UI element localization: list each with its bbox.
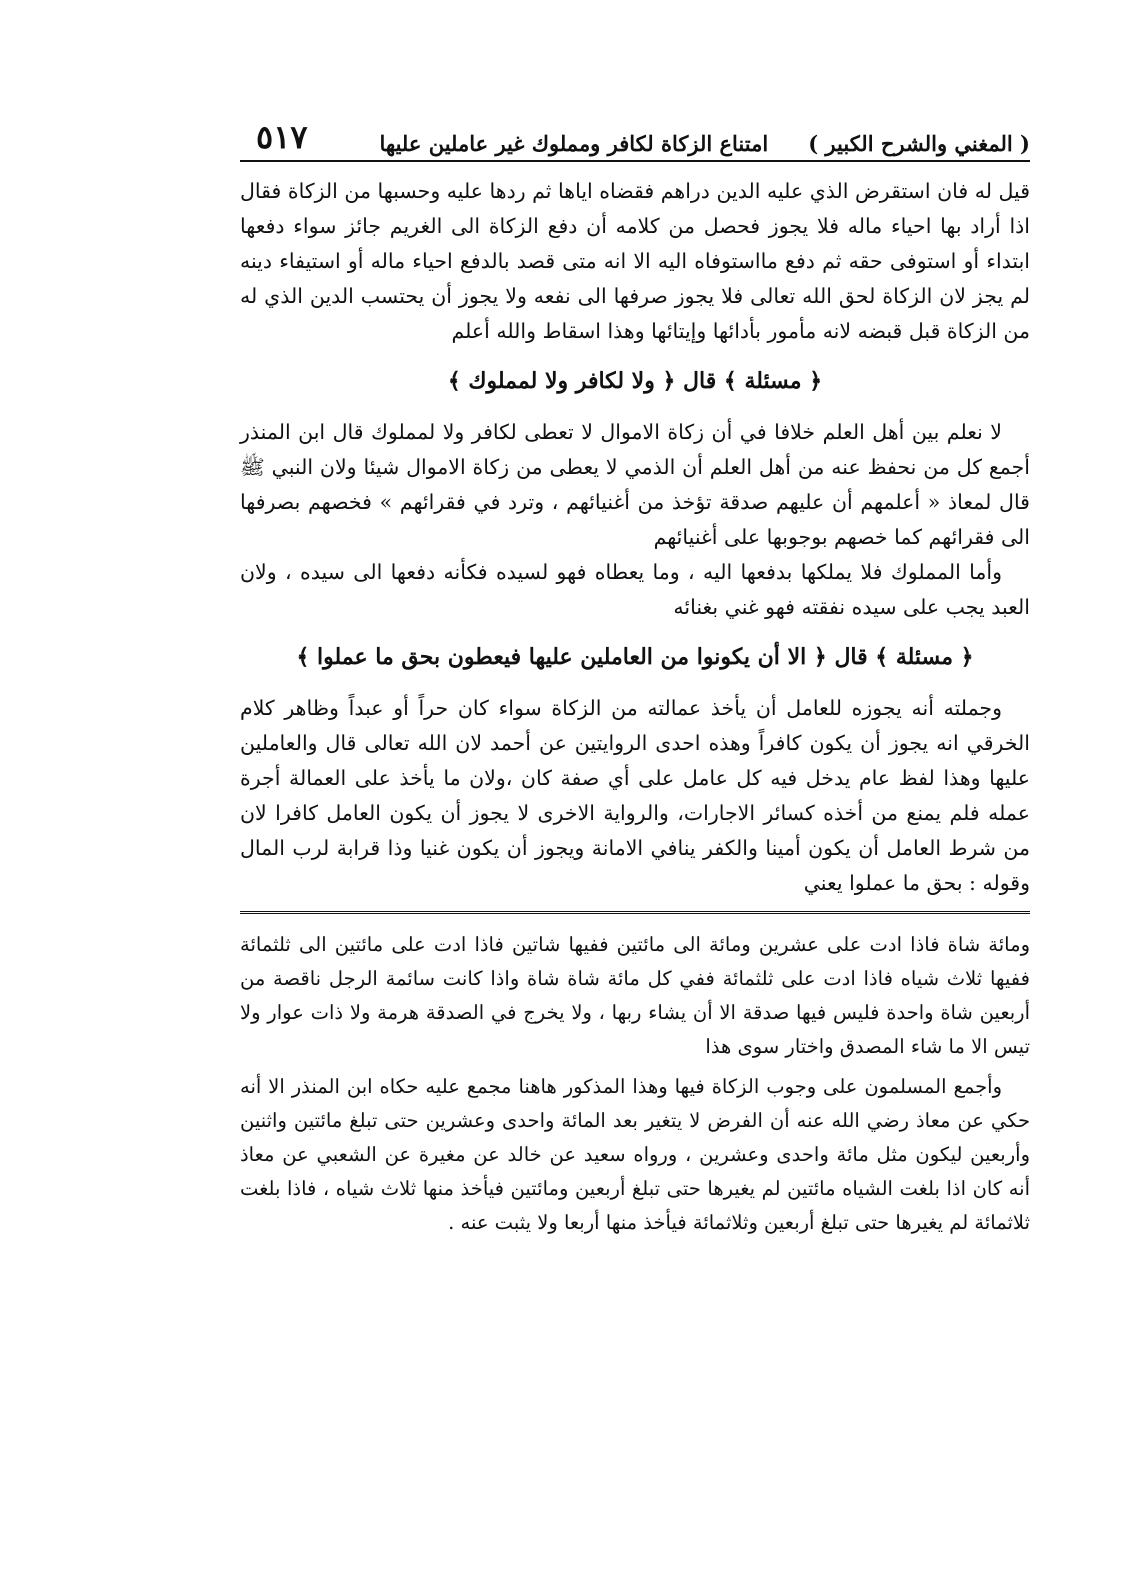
paragraph: وجملته أنه يجوزه للعامل أن يأخذ عمالته من الزكاة سواء كان حراً أو عبداً وظاهر كلام الخرقي انه يجوز أن يكون كافراً وهذه احدى الروايتين عن أحمد لان الله تعالى قال والعاملين عليها وهذا لفظ عام يدخل فيه كل عامل على أي صفة كان ،ولان ما يأخذ على العمالة أجرة عمله فلم يمنع من أخذه كسائر الاجارات، والرواية الاخرى لا يجوز أن يكون العامل كافرا لان من شرط العامل أن يكون أمينا والكفر ينافي الامانة ويجوز أن يكون غنيا وذا قرابة لرب المال وقوله : بحق ما عملوا يعني (240, 696, 1030, 895)
header-titles (380, 131, 1031, 156)
section-title: امتناع الزكاة لكافر ومملوك غير عاملين عليها (379, 131, 769, 156)
issue-heading-2: ﴿ مسئلة ﴾ قال ﴿ الا أن يكونوا من العاملين عليها فيعطون بحق ما عملوا ﴾ (296, 644, 974, 670)
issue-heading-1: ﴿ مسئلة ﴾ قال ﴿ ولا لكافر ولا لمملوك ﴾ (447, 368, 823, 394)
footnote-divider (240, 911, 1030, 920)
book-page (240, 108, 1030, 1488)
footnote-text (240, 928, 1030, 1240)
paragraph: وأما المملوك فلا يملكها بدفعها اليه ، وما يعطاه فهو لسيده فكأنه دفعها الى سيده ، ولان العبد يجب على سيده نفقته فهو غني بغنائه (240, 560, 1030, 619)
paragraph: لا نعلم بين أهل العلم خلافا في أن زكاة الاموال لا تعطى لكافر ولا لمملوك قال ابن المنذر أجمع كل من نحفظ عنه من أهل العلم أن الذمي لا يعطى من زكاة الاموال شيئا ولان النبي ﷺ قال لمعاذ « أعلمهم أن عليهم صدقة تؤخذ من أغنيائهم ، وترد في فقرائهم » فخصهم بصرفها الى فقرائهم كما خصهم بوجوبها على أغنيائهم (240, 420, 1030, 549)
page-header (240, 108, 1030, 162)
page-number: ٥١٧ (256, 118, 308, 156)
paragraph: قيل له فان استقرض الذي عليه الدين دراهم فقضاه اياها ثم ردها عليه وحسبها من الزكاة فقال اذا أراد بها احياء ماله فلا يجوز فحصل من كلامه أن دفع الزكاة الى الغريم جائز سواء دفعها ابتداء أو استوفى حقه ثم دفع مااستوفاه اليه الا انه متى قصد بالدفع احياء ماله أو استيفاء دينه لم يجز لان الزكاة لحق الله تعالى فلا يجوز صرفها الى نفعه ولا يجوز أن يحتسب الدين الذي له من الزكاة قبل قبضه لانه مأمور بأدائها وإيتائها وهذا اسقاط والله أعلم (240, 179, 1030, 343)
main-text (240, 174, 1030, 901)
book-title: ( المغني والشرح الكبير ) (808, 131, 1030, 156)
footnote-paragraph: ومائة شاة فاذا ادت على عشرين ومائة الى مائتين ففيها شاتين فاذا ادت على مائتين الى ثلثمائة ففيها ثلاث شياه فاذا ادت على ثلثمائة ففي كل مائة شاة شاة واذا كانت سائمة الرجل ناقصة من أربعين شاة واحدة فليس فيها صدقة الا أن يشاء ربها ، ولا يخرج في الصدقة هرمة ولا ذات عوار ولا تيس الا ما شاء المصدق واختار سوى هذا (240, 933, 1030, 1058)
footnote-paragraph: وأجمع المسلمون على وجوب الزكاة فيها وهذا المذكور هاهنا مجمع عليه حكاه ابن المنذر الا أنه حكي عن معاذ رضي الله عنه أن الفرض لا يتغير بعد المائة واحدى وعشرين حتى تبلغ مائتين واثنين وأربعين ليكون مثل مائة واحدى وعشرين ، ورواه سعيد عن خالد عن مغيرة عن الشعبي عن معاذ أنه كان اذا بلغت الشياه مائتين لم يغيرها حتى تبلغ أربعين ومائتين فيأخذ منها ثلاث شياه ، فاذا بلغت ثلاثمائة لم يغيرها حتى تبلغ أربعين وثلاثمائة فيأخذ منها أربعا ولا يثبت عنه . (240, 1075, 1030, 1234)
